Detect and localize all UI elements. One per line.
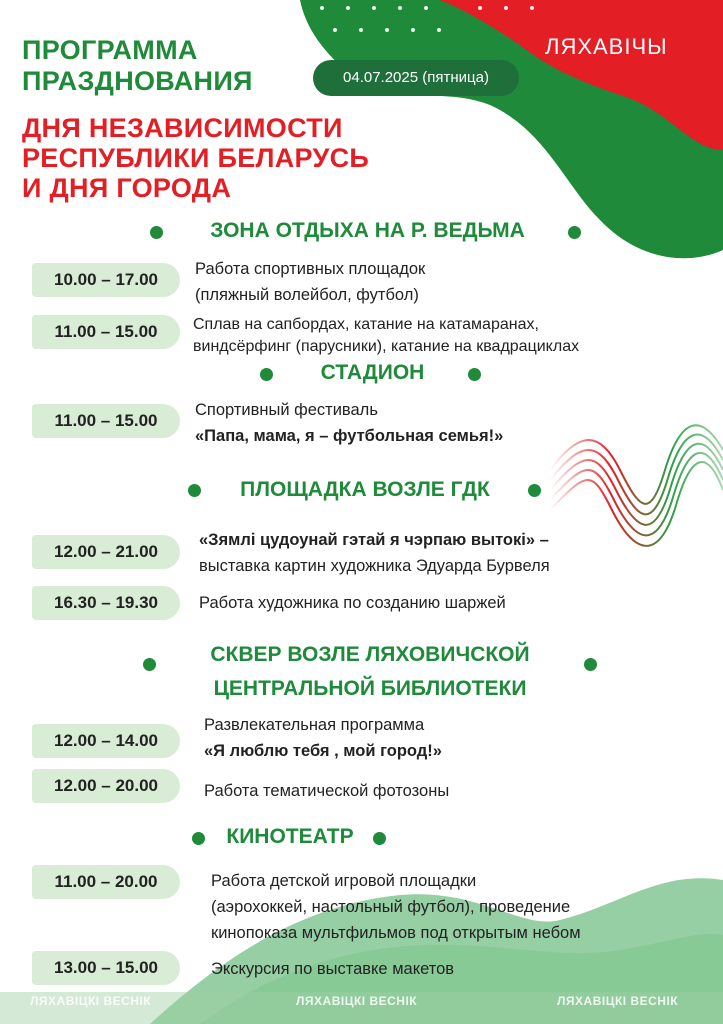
bullet-icon <box>468 368 481 381</box>
event-line: Развлекательная программа <box>204 716 425 734</box>
watermark: ЛЯХАВІЦКІ ВЕСНІК <box>557 994 679 1008</box>
time-badge: 13.00 – 15.00 <box>32 951 180 985</box>
time-badge: 16.30 – 19.30 <box>32 586 180 620</box>
event-line: (аэрохоккей, настольный футбол), проведение <box>211 898 571 916</box>
bullet-icon <box>188 484 201 497</box>
title-line: ПРАЗДНОВАНИЯ <box>22 66 253 96</box>
event-line: Работа детской игровой площадки <box>211 872 477 890</box>
bullet-icon <box>150 226 163 239</box>
event-line: Работа художника по созданию шаржей <box>199 594 506 612</box>
wave-decoration <box>550 425 723 546</box>
event-line: (пляжный волейбол, футбол) <box>195 286 419 304</box>
event-line: «Зямлі цудоунай гэтай я чэрпаю вытокі» – <box>199 531 549 549</box>
title-line: ДНЯ НЕЗАВИСИМОСТИ <box>22 113 343 143</box>
section-title-library <box>180 638 560 706</box>
section-title-stadium: СТАДИОН <box>320 361 425 384</box>
time-badge: 12.00 – 14.00 <box>32 724 180 758</box>
event-line: виндсёрфинг (парусники), катание на квадрациклах <box>193 338 580 355</box>
time-badge: 12.00 – 21.00 <box>32 535 180 569</box>
section-title-gdk: ПЛОЩАДКА ВОЗЛЕ ГДК <box>240 478 490 501</box>
time-badge: 10.00 – 17.00 <box>32 263 180 297</box>
bullet-icon <box>192 832 205 845</box>
bullet-icon <box>373 832 386 845</box>
date-badge: 04.07.2025 (пятница) <box>313 60 519 96</box>
title-line: РЕСПУБЛИКИ БЕЛАРУСЬ <box>22 143 370 173</box>
title-line: И ДНЯ ГОРОДА <box>22 173 232 203</box>
bullet-icon <box>260 368 273 381</box>
event-description <box>193 314 579 358</box>
event-line: «Я люблю тебя , мой город!» <box>204 742 442 760</box>
title-holiday <box>22 113 369 203</box>
bullet-icon <box>584 658 597 671</box>
event-description <box>204 712 442 764</box>
event-line: Работа спортивных площадок <box>195 260 426 278</box>
section-title-line: ЦЕНТРАЛЬНОЙ БИБЛИОТЕКИ <box>213 677 527 700</box>
event-description <box>211 956 454 982</box>
event-description <box>199 527 550 579</box>
section-title-line: СКВЕР ВОЗЛЕ ЛЯХОВИЧСКОЙ <box>210 643 530 666</box>
event-line: Экскурсия по выставке макетов <box>211 960 455 978</box>
bullet-icon <box>568 226 581 239</box>
event-line: Спортивный фестиваль <box>195 401 378 419</box>
time-badge: 11.00 – 20.00 <box>32 865 180 899</box>
town-name: ЛЯХАВІЧЫ <box>545 34 668 59</box>
watermark: ЛЯХАВІЦКІ ВЕСНІК <box>30 994 152 1008</box>
event-description <box>204 778 449 804</box>
event-description <box>195 256 425 308</box>
event-line: Работа тематической фотозоны <box>204 782 450 800</box>
section-title-cinema: КИНОТЕАТР <box>226 825 354 848</box>
time-badge: 11.00 – 15.00 <box>32 315 180 349</box>
event-description <box>211 868 581 946</box>
time-badge: 11.00 – 15.00 <box>32 404 180 438</box>
event-line: «Папа, мама, я – футбольная семья!» <box>195 427 504 445</box>
section-title-recreation-zone: ЗОНА ОТДЫХА НА Р. ВЕДЬМА <box>210 219 525 242</box>
event-description <box>199 590 506 616</box>
event-line: кинопоказа мультфильмов под открытым небом <box>211 924 581 942</box>
bullet-icon <box>528 484 541 497</box>
title-program <box>22 35 253 97</box>
title-line: ПРОГРАММА <box>22 35 198 65</box>
time-badge: 12.00 – 20.00 <box>32 769 180 803</box>
event-line: Сплав на сапбордах, катание на катамаранах, <box>193 316 539 333</box>
event-line: выставка картин художника Эдуарда Бурвеля <box>199 557 550 575</box>
watermark: ЛЯХАВІЦКІ ВЕСНІК <box>296 994 418 1008</box>
bullet-icon <box>143 658 156 671</box>
event-description <box>195 397 503 449</box>
